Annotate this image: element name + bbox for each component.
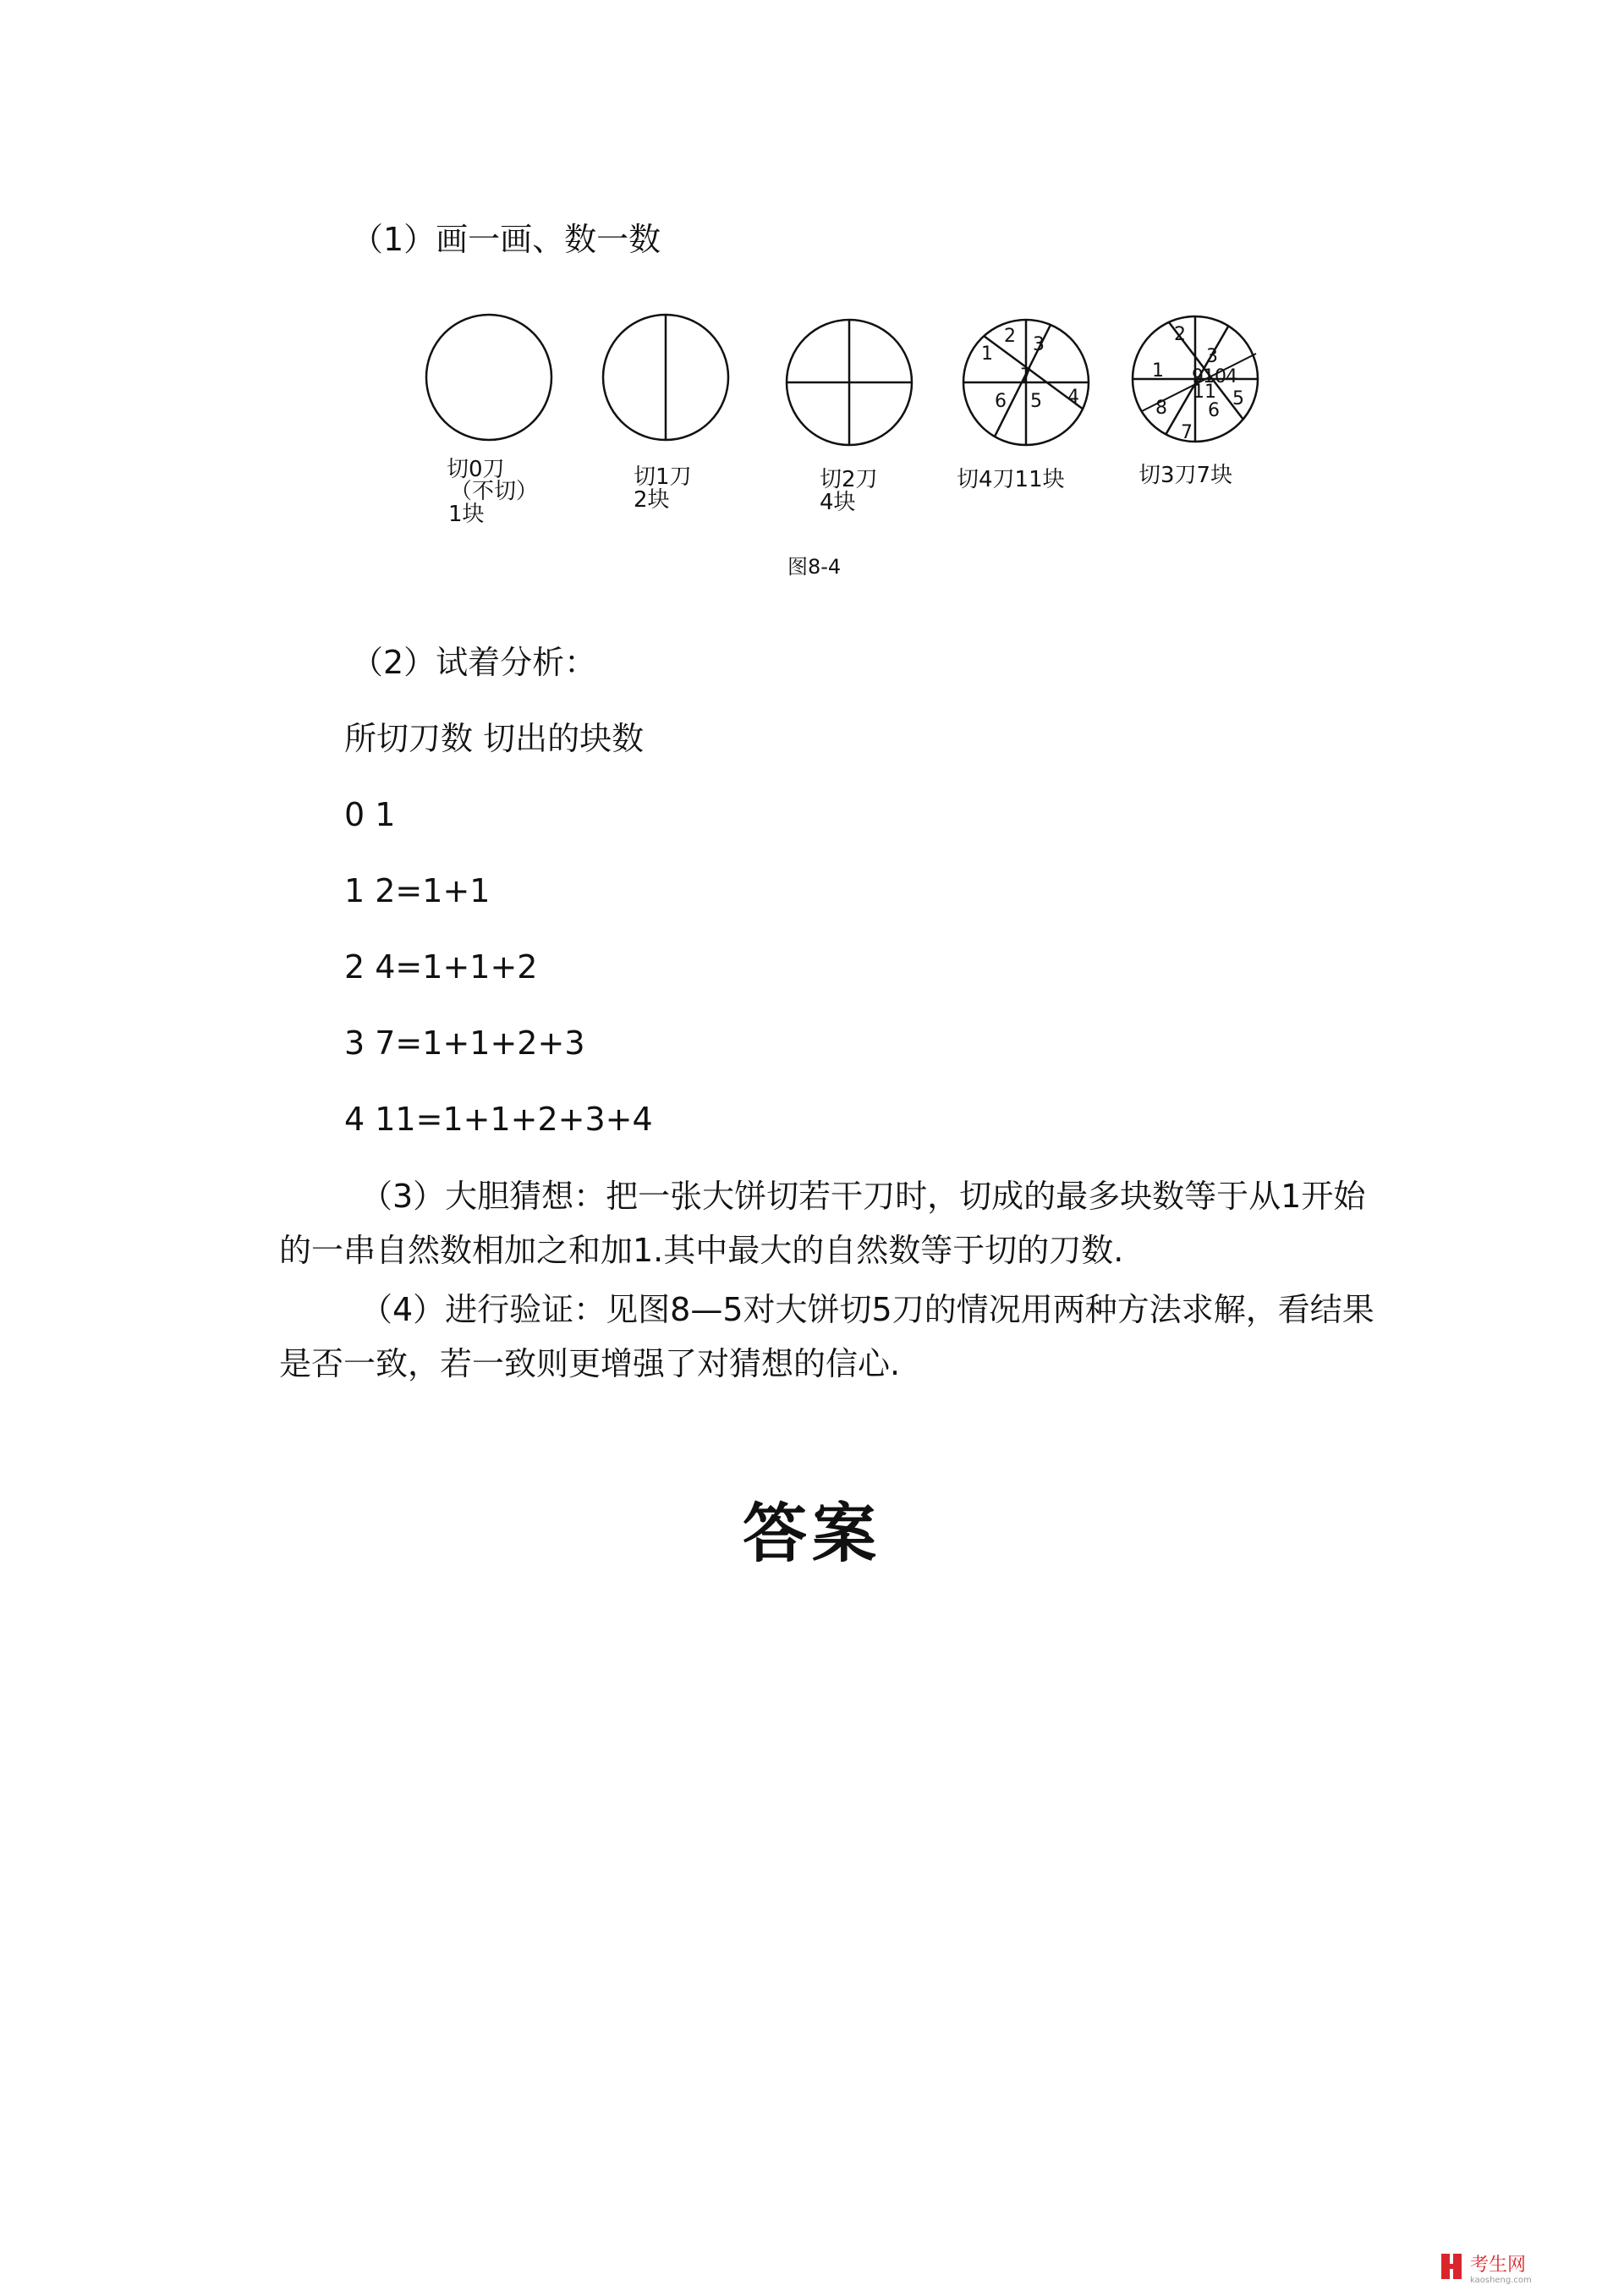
circle-0-cuts xyxy=(426,315,551,440)
section-2-heading: （2）试着分析： xyxy=(351,644,597,681)
circle-3-label: 切4刀11块 xyxy=(957,467,1065,492)
piece-number: 4 xyxy=(1226,366,1237,387)
table-row: 4 11=1+1+2+3+4 xyxy=(344,1101,653,1138)
circle-0-label: 1块 xyxy=(448,502,485,527)
watermark-logo xyxy=(1441,2250,1610,2284)
piece-number: 6 xyxy=(995,391,1007,412)
circle-2-label: 切2刀 xyxy=(820,467,878,492)
piece-number: 9 xyxy=(1192,366,1204,387)
piece-number: 8 xyxy=(1155,398,1167,419)
piece-number: 7 xyxy=(1020,365,1032,387)
circle-4-cuts xyxy=(963,320,1089,445)
piece-number: 7 xyxy=(1181,422,1193,443)
figure-8-4 xyxy=(0,0,1624,592)
table-row: 1 2=1+1 xyxy=(344,872,491,909)
watermark-text: 考生网 xyxy=(1470,2255,1527,2276)
piece-number: 2 xyxy=(1174,324,1186,345)
section-1-heading: （1）画一画、数一数 xyxy=(351,221,661,258)
piece-number: 3 xyxy=(1033,334,1045,355)
figure-caption: 图8-4 xyxy=(787,555,842,579)
table-row: 0 1 xyxy=(344,796,396,833)
table-row: 3 7=1+1+2+3 xyxy=(344,1024,585,1062)
piece-number: 5 xyxy=(1232,388,1244,409)
piece-number: 11 xyxy=(1193,382,1216,403)
watermark-url: kaosheng.com xyxy=(1470,2276,1532,2284)
piece-number: 1 xyxy=(981,343,993,365)
section-3-paragraph: （3）大胆猜想：把一张大饼切若干刀时，切成的最多块数等于从1开始的一串自然数相加之和加1.其中最大的自然数等于切的刀数. xyxy=(279,1178,1366,1269)
circle-5 xyxy=(1133,316,1258,443)
piece-number: 10 xyxy=(1203,366,1226,387)
circle-2-cuts xyxy=(787,320,912,445)
circle-0-label: 切0刀 xyxy=(447,457,505,482)
piece-number: 4 xyxy=(1067,387,1079,408)
piece-number: 6 xyxy=(1208,400,1220,421)
circle-1-cut xyxy=(603,315,728,440)
table-row: 2 4=1+1+2 xyxy=(344,948,538,986)
circle-1-label: 2块 xyxy=(634,487,670,513)
circle-1-label: 切1刀 xyxy=(634,464,692,490)
answer-title: 答案 xyxy=(743,1496,881,1571)
piece-number: 1 xyxy=(1152,360,1164,382)
piece-number: 2 xyxy=(1004,326,1016,347)
piece-number: 5 xyxy=(1030,391,1042,412)
table-header: 所切刀数 切出的块数 xyxy=(344,720,645,757)
circle-0-label: （不切） xyxy=(450,479,539,504)
section-4-paragraph: （4）进行验证：见图8—5对大饼切5刀的情况用两种方法求解，看结果是否一致，若一致则更增强了对猜想的信心. xyxy=(279,1291,1374,1382)
circle-2-label: 4块 xyxy=(820,490,856,515)
piece-number: 3 xyxy=(1206,346,1218,367)
circle-4-label: 切3刀7块 xyxy=(1138,463,1233,488)
